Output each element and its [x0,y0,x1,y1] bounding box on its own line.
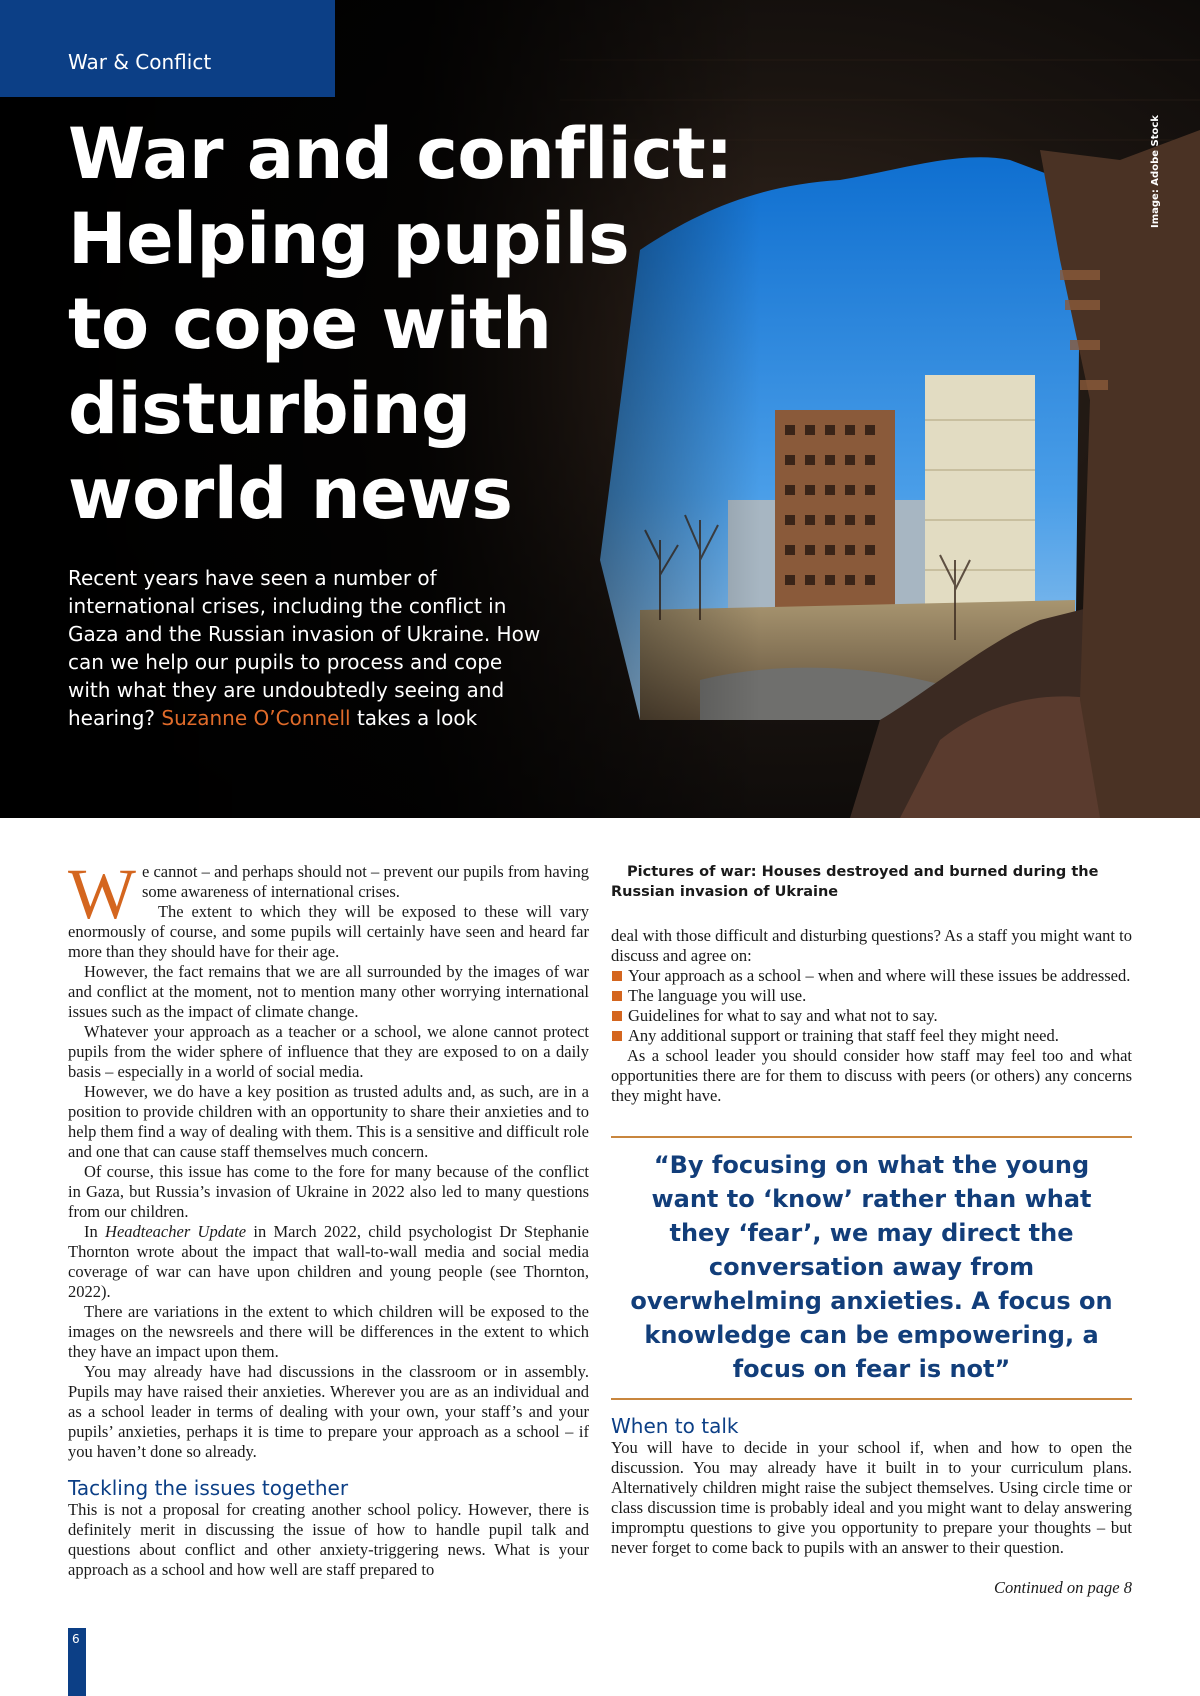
left-column [68,854,589,1580]
continued-note: Continued on page 8 [994,1578,1132,1597]
body-paragraph: Whatever your approach as a teacher or a school, we alone cannot protect pupils from the wider sphere of influence that they are exposed to on a daily basis – especially in a world of social media. [68,1022,589,1081]
page-number: 6 [72,1632,80,1646]
hero-banner [0,0,1200,818]
ht-rest: in March 2022, child psychologist Dr Stephanie Thornton wrote about the impact that wall-to-wall media and social media coverage of war can have upon children and young people (see Thornton, 2022). [68,1222,589,1301]
body-paragraph: There are variations in the extent to which children will be exposed to the images on the newsreels and there will be differences in the extent to which they have an impact upon them. [68,1302,589,1361]
body-paragraph: However, the fact remains that we are all surrounded by the images of war and conflict at the moment, not to mention many other worrying international issues such as the impact of climate change. [68,962,589,1021]
image-credit: Image: Adobe Stock [1150,115,1161,228]
standfirst [68,564,548,732]
standfirst-tail: takes a look [356,706,478,730]
list-item: Your approach as a school – when and where will these issues be addressed. [611,966,1132,986]
page-number-tab [68,1628,86,1696]
photo-caption: Pictures of war: Houses destroyed and burned during the Russian invasion of Ukraine [611,864,1099,900]
body-paragraph: You will have to decide in your school if, when and how to open the discussion. You may already have it built in to your curriculum plans. Alternatively children might raise the subject themselves. Using circle time or class discussion time is probably ideal and you might want to delay answering impromptu questions to give you opportunity to prepare your thoughts – but never forget to come back to pupils with an answer to their question. [611,1438,1132,1557]
right-column [611,862,1132,1598]
body-paragraph: You may already have had discussions in the classroom or in assembly. Pupils may have raised their anxieties. Wherever you are as an individual and as a school leader in terms of dealing with your own, your staff’s and your pupils’ anxieties, perhaps it is time to prepare your approach as a school – if you haven’t done so already. [68,1362,589,1461]
section-label: War & Conflict [68,50,212,74]
body-paragraph: As a school leader you should consider how staff may feel too and what opportunities there are for them to discuss with peers (or others) any concerns they might have. [611,1046,1132,1105]
body-paragraph: The extent to which they will be exposed to these will vary enormously of course, and some pupils will certainly have seen and heard far more than they should have for their age. [68,902,589,961]
section-tab [0,0,335,97]
ht-prefix: In [84,1222,98,1241]
discussion-list [611,966,1132,1046]
subheading-when-to-talk: When to talk [611,1414,739,1438]
subheading-tackling: Tackling the issues together [68,1476,349,1500]
standfirst-text: Recent years have seen a number of international crises, including the conflict in Gaza and the Russian invasion of Ukraine. How can we help our pupils to process and cope with what they are undoubtedly seeing and hearing? [68,566,541,730]
publication-title: Headteacher Update [105,1222,247,1241]
list-item: The language you will use. [611,986,1132,1006]
body-paragraph [68,1222,589,1302]
drop-cap: W [68,854,136,934]
author-name: Suzanne O’Connell [161,706,351,730]
body-paragraph: Of course, this issue has come to the fore for many because of the conflict in Gaza, but Russia’s invasion of Ukraine in 2022 also led to many questions from our children. [68,1162,589,1221]
article-headline: War and conflict: Helping pupils to cope with disturbing world news [68,113,733,535]
body-paragraph: deal with those difficult and disturbing questions? As a staff you might want to discuss and agree on: [611,926,1132,965]
list-item: Guidelines for what to say and what not to say. [611,1006,1132,1026]
list-item: Any additional support or training that staff feel they might need. [611,1026,1132,1046]
opening-text: e cannot – and perhaps should not – prevent our pupils from having some awareness of international crises. [141,862,589,901]
body-paragraph: This is not a proposal for creating another school policy. However, there is definitely merit in discussing the issue of how to handle pupil talk and questions about conflict and other anxiety-triggering news. What is your approach as a school and how well are staff prepared to [68,1500,589,1579]
pull-quote: “By focusing on what the young want to ‘know’ rather than what they ‘fear’, we may direct the conversation away from overwhelming anxieties. A focus on knowledge can be empowering, a focus on fear is not” [611,1136,1132,1400]
body-paragraph: However, we do have a key position as trusted adults and, as such, are in a position to provide children with an opportunity to share their anxieties and to help them find a way of dealing with them. This is a sensitive and difficult role and one that can cause staff themselves much concern. [68,1082,589,1161]
